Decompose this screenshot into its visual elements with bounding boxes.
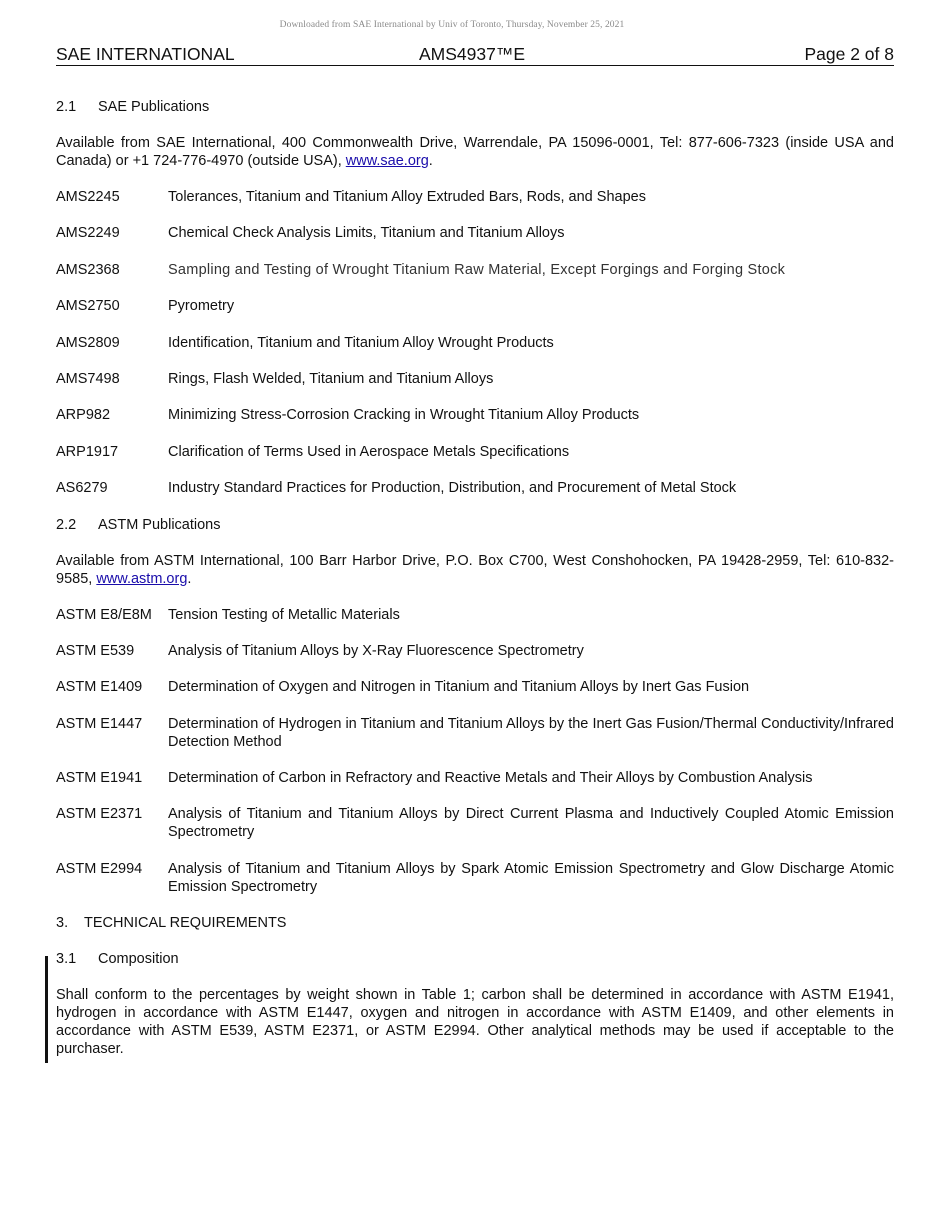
reference-code: ASTM E539	[56, 642, 135, 659]
section-number: 3.1	[56, 951, 77, 968]
reference-item	[56, 334, 894, 352]
section-title: Composition	[98, 951, 179, 968]
reference-title: Analysis of Titanium and Titanium Alloys by Spark Atomic Emission Spectrometry and Glow Discharge Atomic Emission Spectrometry	[168, 860, 894, 895]
composition-paragraph: Shall conform to the percentages by weight shown in Table 1; carbon shall be determined in accordance with ASTM E1941, hydrogen in accordance with ASTM E1447, oxygen and nitrogen in accordance with ASTM E1409, and other elements in accordance with ASTM E539, ASTM E2371, or ASTM E2994. Other analytical methods may be used if acceptable to the purchaser.	[56, 987, 894, 1058]
astm-reference-list	[56, 606, 894, 896]
reference-title: Tension Testing of Metallic Materials	[168, 606, 400, 623]
revision-change-bar	[45, 956, 48, 1063]
document-body	[56, 98, 894, 1076]
reference-item	[56, 678, 894, 696]
document-id: AMS4937™E	[419, 44, 526, 64]
reference-item	[56, 188, 894, 206]
reference-code: ASTM E1941	[56, 770, 143, 787]
sae-availability-paragraph	[56, 134, 894, 170]
reference-code: ASTM E1409	[56, 679, 143, 696]
reference-title: Sampling and Testing of Wrought Titanium Raw Material, Except Forgings and Forging Stock	[168, 261, 786, 278]
reference-title: Analysis of Titanium and Titanium Alloys by Direct Current Plasma and Inductively Coupled Atomic Emission Spectrometry	[168, 806, 894, 841]
reference-item	[56, 297, 894, 315]
availability-text: Available from SAE International, 400 Commonwealth Drive, Warrendale, PA 15096-0001, Tel: 877-606-7323 (inside USA and Canada) or +1 724-776-4970 (outside USA),	[56, 135, 894, 169]
page-header	[56, 44, 894, 66]
reference-code: AMS2809	[56, 334, 120, 351]
reference-title: Determination of Oxygen and Nitrogen in Titanium and Titanium Alloys by Inert Gas Fusion	[168, 679, 750, 696]
section-number: 2.2	[56, 516, 77, 533]
reference-title: Pyrometry	[168, 298, 235, 315]
reference-code: AMS2249	[56, 225, 120, 242]
section-number: 2.1	[56, 99, 77, 115]
punctuation: .	[187, 570, 192, 587]
reference-code: ASTM E2371	[56, 806, 143, 823]
punctuation: .	[428, 153, 433, 169]
reference-title: Industry Standard Practices for Production, Distribution, and Procurement of Metal Stock	[168, 480, 737, 497]
reference-title: Determination of Carbon in Refractory and Reactive Metals and Their Alloys by Combustion Analysis	[168, 770, 813, 787]
download-notice: Downloaded from SAE International by Univ of Toronto, Thursday, November 25, 2021	[279, 20, 625, 30]
reference-code: ARP982	[56, 407, 111, 424]
reference-code: AMS2368	[56, 261, 120, 278]
reference-title: Minimizing Stress-Corrosion Cracking in Wrought Titanium Alloy Products	[168, 407, 640, 424]
reference-title: Determination of Hydrogen in Titanium and Titanium Alloys by the Inert Gas Fusion/Thermal Conductivity/Infrared Detection Method	[168, 715, 894, 750]
reference-item	[56, 406, 894, 424]
reference-code: AMS2750	[56, 298, 120, 315]
reference-title: Rings, Flash Welded, Titanium and Titanium Alloys	[168, 370, 494, 387]
reference-code: AS6279	[56, 480, 108, 497]
reference-code: ASTM E8/E8M	[56, 606, 152, 623]
reference-code: ASTM E1447	[56, 715, 143, 732]
sae-website-link[interactable]: www.sae.org	[345, 153, 429, 169]
reference-title: Identification, Titanium and Titanium Alloy Wrought Products	[168, 334, 554, 351]
reference-title: Tolerances, Titanium and Titanium Alloy Extruded Bars, Rods, and Shapes	[168, 189, 646, 205]
reference-item	[56, 224, 894, 242]
reference-item	[56, 370, 894, 388]
section-heading-composition	[56, 950, 894, 968]
section-title: SAE Publications	[98, 99, 210, 115]
section-heading-astm	[56, 516, 894, 534]
section-title: ASTM Publications	[98, 516, 221, 533]
section-heading-sae	[56, 98, 894, 116]
organization-name: SAE INTERNATIONAL	[56, 44, 235, 64]
astm-website-link[interactable]: www.astm.org	[96, 570, 188, 587]
reference-item	[56, 860, 894, 896]
reference-title: Chemical Check Analysis Limits, Titanium and Titanium Alloys	[168, 225, 565, 242]
sae-reference-list	[56, 188, 894, 497]
reference-item	[56, 443, 894, 461]
reference-item	[56, 769, 894, 787]
reference-code: ASTM E2994	[56, 860, 143, 877]
reference-code: ARP1917	[56, 443, 119, 460]
astm-availability-paragraph	[56, 552, 894, 588]
reference-title: Clarification of Terms Used in Aerospace Metals Specifications	[168, 443, 570, 460]
reference-item	[56, 479, 894, 497]
reference-item	[56, 642, 894, 660]
reference-item	[56, 805, 894, 841]
reference-item	[56, 606, 894, 624]
section-number: 3.	[56, 915, 69, 932]
section-title: TECHNICAL REQUIREMENTS	[84, 915, 287, 932]
page-number: Page 2 of 8	[804, 44, 894, 64]
reference-code: AMS2245	[56, 189, 120, 205]
reference-item	[56, 261, 894, 279]
reference-title: Analysis of Titanium Alloys by X-Ray Fluorescence Spectrometry	[168, 642, 584, 659]
availability-text: Available from ASTM International, 100 Barr Harbor Drive, P.O. Box C700, West Conshohocken, PA 19428-2959, Tel: 610-832-9585,	[56, 552, 894, 587]
reference-item	[56, 715, 894, 751]
reference-code: AMS7498	[56, 370, 120, 387]
section-heading-technical	[56, 914, 894, 932]
